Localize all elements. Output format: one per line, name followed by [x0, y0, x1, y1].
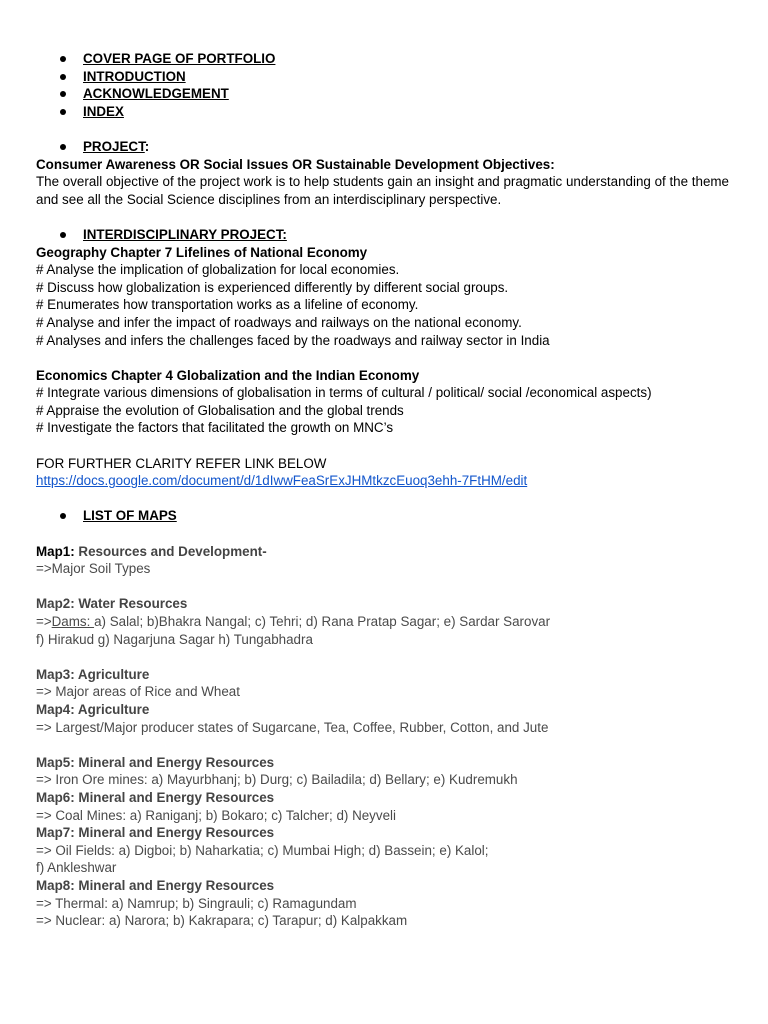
list-item: INTRODUCTION: [36, 68, 736, 86]
bullet-icon: [60, 109, 66, 115]
list-item: # Enumerates how transportation works as a lifeline of economy.: [36, 297, 419, 313]
list-item: # Analyse the implication of globalization for local economies.: [36, 262, 400, 278]
bullet-icon: [60, 74, 66, 80]
bullet-icon: [60, 513, 66, 519]
map-title: Map3: Agriculture: [36, 666, 150, 682]
bullet-icon: [60, 232, 66, 238]
list-item: # Appraise the evolution of Globalisation and the global trends: [36, 402, 404, 418]
geography-title: Geography Chapter 7 Lifelines of National Economy: [36, 244, 368, 260]
economics-title: Economics Chapter 4 Globalization and the Indian Economy: [36, 367, 420, 383]
reference-link[interactable]: https://docs.google.com/document/d/1dIwwFeaSrExJHMtkzcEuoq3ehh-7FtHM/edit: [36, 473, 528, 489]
map-title: Map2: Water Resources: [36, 596, 188, 612]
map-title: Map7: Mineral and Energy Resources: [36, 825, 275, 841]
list-item: COVER PAGE OF PORTFOLIO: [36, 50, 736, 68]
map-title: Map6: Mineral and Energy Resources: [36, 789, 275, 805]
map-detail: f) Ankleshwar: [36, 860, 117, 876]
map-detail: => Coal Mines: a) Raniganj; b) Bokaro; c) Talcher; d) Neyveli: [36, 807, 396, 823]
bullet-icon: [60, 56, 66, 62]
map-detail: =>Dams: a) Salal; b)Bhakra Nangal; c) Tehri; d) Rana Pratap Sagar; e) Sardar Sarovar: [36, 614, 551, 629]
map-detail: =>Major Soil Types: [36, 561, 151, 577]
bullet-icon: [60, 144, 66, 150]
list-item: ACKNOWLEDGEMENT: [36, 85, 736, 103]
bullet-icon: [60, 91, 66, 97]
list-item: # Investigate the factors that facilitated the growth on MNC’s: [36, 420, 394, 436]
list-item: # Integrate various dimensions of globalisation in terms of cultural / political/ social /economical aspects): [36, 385, 652, 401]
map-title: Map5: Mineral and Energy Resources: [36, 754, 275, 770]
list-item: INDEX: [36, 103, 736, 121]
list-item: # Analyses and infers the challenges faced by the roadways and railway sector in India: [36, 332, 550, 348]
map-detail: => Largest/Major producer states of Sugarcane, Tea, Coffee, Rubber, Cotton, and Jute: [36, 719, 549, 735]
map-detail: => Oil Fields: a) Digboi; b) Naharkatia; c) Mumbai High; d) Bassein; e) Kalol;: [36, 842, 489, 858]
map-title: Map1: Resources and Development-: [36, 543, 267, 559]
list-item: # Discuss how globalization is experienced differently by different social groups.: [36, 279, 509, 295]
map-detail: => Iron Ore mines: a) Mayurbhanj; b) Durg; c) Bailadila; d) Bellary; e) Kudremukh: [36, 772, 518, 788]
clarity-text: FOR FURTHER CLARITY REFER LINK BELOW: [36, 455, 327, 471]
maps-heading: LIST OF MAPS: [36, 507, 736, 525]
project-description: The overall objective of the project work is to help students gain an insight and pragmatic understanding of the theme and see all the Social Science disciplines from an interdisciplinary perspective.: [36, 174, 730, 207]
map-detail: => Major areas of Rice and Wheat: [36, 684, 240, 700]
interdisciplinary-heading: INTERDISCIPLINARY PROJECT:: [36, 226, 736, 244]
map-detail: => Nuclear: a) Narora; b) Kakrapara; c) Tarapur; d) Kalpakkam: [36, 913, 408, 929]
map-title: Map4: Agriculture: [36, 701, 150, 717]
list-item: # Analyse and infer the impact of roadways and railways on the national economy.: [36, 314, 522, 330]
map-title: Map8: Mineral and Energy Resources: [36, 877, 275, 893]
document-page: [36, 50, 736, 930]
map-detail: f) Hirakud g) Nagarjuna Sagar h) Tungabhadra: [36, 631, 313, 647]
map-detail: => Thermal: a) Namrup; b) Singrauli; c) Ramagundam: [36, 895, 357, 911]
project-heading: PROJECT:: [36, 138, 736, 156]
project-subtitle: Consumer Awareness OR Social Issues OR Sustainable Development Objectives:: [36, 156, 555, 172]
